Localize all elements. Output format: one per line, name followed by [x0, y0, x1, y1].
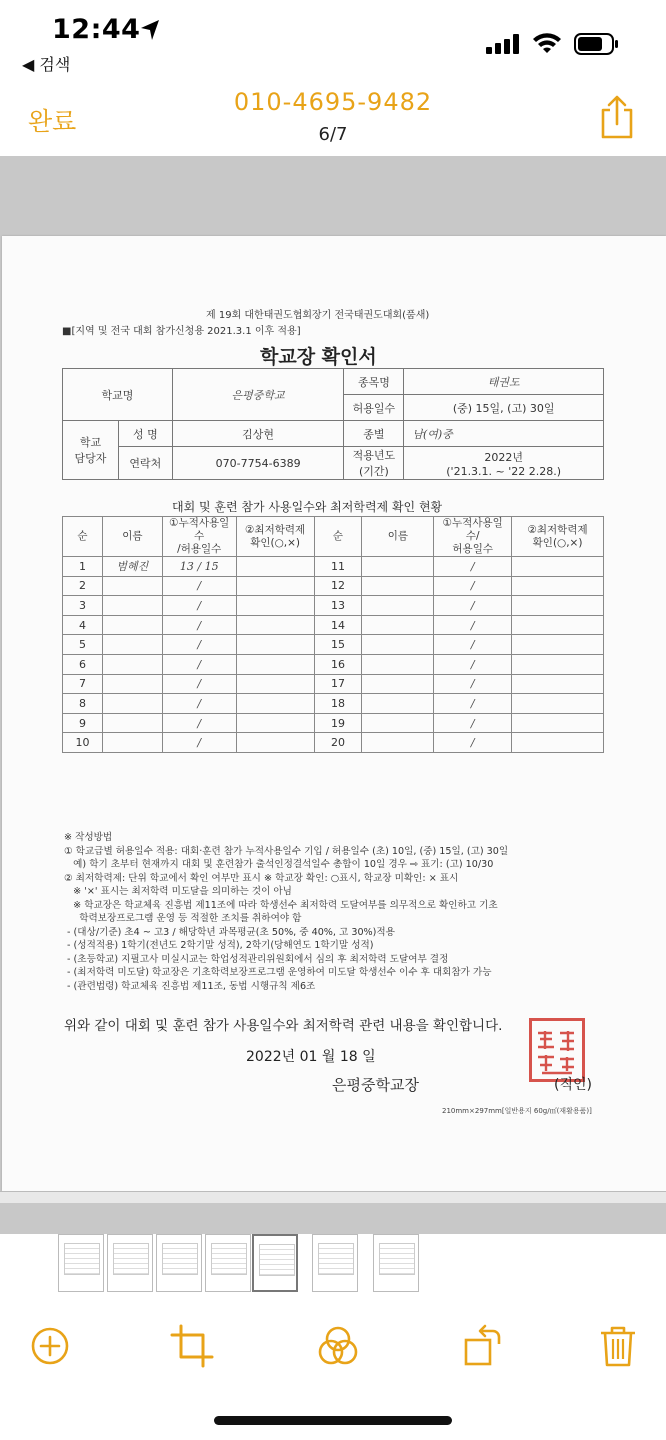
header-min-grade: ②최저학력제 확인(○,×) [236, 517, 314, 557]
row-days-right: / [434, 596, 512, 616]
row-days: / [162, 596, 236, 616]
row-name [102, 733, 162, 753]
row-days-right: / [434, 615, 512, 635]
label-period: 적용년도 (기간) [344, 447, 404, 480]
row-no: 9 [63, 713, 103, 733]
row-name-right [362, 576, 434, 596]
table-row [63, 654, 604, 674]
table-row [63, 713, 604, 733]
row-days: / [162, 694, 236, 714]
row-no-right: 20 [314, 733, 362, 753]
row-name [102, 576, 162, 596]
row-min-grade-right [512, 674, 604, 694]
row-no: 7 [63, 674, 103, 694]
row-name [102, 635, 162, 655]
row-name-right [362, 654, 434, 674]
row-days: / [162, 654, 236, 674]
paper-spec-note: 210mm×297mm[일반용지 60g/㎡(재활용품)] [442, 1107, 592, 1115]
table-row [63, 635, 604, 655]
thumbnail-page-5[interactable] [252, 1234, 298, 1292]
row-no-right: 14 [314, 615, 362, 635]
done-button[interactable]: 완료 [28, 102, 76, 138]
page-thumbnails [0, 1234, 666, 1304]
row-no: 3 [63, 596, 103, 616]
row-no-right: 16 [314, 654, 362, 674]
row-name-right [362, 694, 434, 714]
table-row [63, 576, 604, 596]
label-school-name: 학교명 [63, 369, 173, 421]
signer-title: 은평중학교장 [332, 1076, 419, 1094]
home-indicator[interactable] [214, 1416, 452, 1425]
row-days: / [162, 733, 236, 753]
bottom-toolbar [0, 1304, 666, 1440]
thumbnail-page-2[interactable] [107, 1234, 153, 1292]
row-name [102, 596, 162, 616]
row-name [102, 654, 162, 674]
row-no-right: 15 [314, 635, 362, 655]
rotate-icon[interactable] [458, 1322, 506, 1370]
row-min-grade [236, 557, 314, 577]
value-event: 태권도 [404, 369, 604, 395]
label-contact: 연락처 [118, 447, 172, 480]
row-min-grade [236, 674, 314, 694]
header-days: ①누적사용일수 /허용일수 [162, 517, 236, 557]
label-gender: 종별 [344, 421, 404, 447]
row-name [102, 713, 162, 733]
official-seal-stamp [529, 1018, 585, 1082]
row-min-grade-right [512, 557, 604, 577]
location-arrow-icon [140, 19, 160, 45]
table-row [63, 674, 604, 694]
thumbnail-page-4[interactable] [205, 1234, 251, 1292]
row-min-grade [236, 596, 314, 616]
instruction-line: ※ '×' 표시는 최저학력 미도달을 의미하는 것이 아님 [64, 886, 292, 897]
row-no-right: 13 [314, 596, 362, 616]
status-time: 12:44 [52, 14, 141, 45]
row-days: 13 / 15 [162, 557, 236, 577]
label-manager: 학교 담당자 [63, 421, 119, 480]
records-table [62, 516, 604, 753]
row-name [102, 674, 162, 694]
row-min-grade-right [512, 576, 604, 596]
row-name [102, 694, 162, 714]
scanned-page [2, 236, 666, 1191]
instruction-line: - (대상/기준) 초4 ~ 고3 / 해당학년 과목평균(초 50%, 중 40%, 고 30%)적용 [64, 926, 395, 938]
event-title: 제 19회 대한태권도협회장기 전국태권도대회(품새) [206, 310, 430, 321]
row-no-right: 19 [314, 713, 362, 733]
value-allowed-days: (중) 15일, (고) 30일 [404, 395, 604, 421]
row-no: 8 [63, 694, 103, 714]
row-days: / [162, 713, 236, 733]
row-no: 4 [63, 615, 103, 635]
row-days-right: / [434, 733, 512, 753]
row-name-right [362, 596, 434, 616]
row-days-right: / [434, 654, 512, 674]
row-name-right [362, 635, 434, 655]
table-row [63, 596, 604, 616]
thumbnail-page-3[interactable] [156, 1234, 202, 1292]
form-note: ■[지역 및 전국 대회 참가신청용 2021.3.1 이후 적용] [62, 326, 301, 337]
confirmation-text: 위와 같이 대회 및 훈련 참가 사용일수와 최저학력 관련 내용을 확인합니다. [64, 1018, 503, 1034]
instruction-line: ※ 작성방법 [64, 832, 113, 843]
row-days-right: / [434, 576, 512, 596]
row-min-grade-right [512, 733, 604, 753]
table-row [63, 694, 604, 714]
row-no-right: 18 [314, 694, 362, 714]
next-page-edge [0, 1191, 666, 1203]
header-days-right: ①누적사용일수/ 허용일수 [434, 517, 512, 557]
row-no: 6 [63, 654, 103, 674]
cellular-signal-icon [486, 34, 522, 58]
row-days: / [162, 615, 236, 635]
nav-bar [0, 80, 666, 156]
instruction-line: ① 학교급별 허용일수 적용: 대회·훈련 참가 누적사용일수 기입 / 허용일수 (초) 10일, (중) 15일, (고) 30일 [64, 845, 509, 857]
row-min-grade [236, 733, 314, 753]
wifi-icon [532, 32, 562, 58]
add-icon[interactable] [26, 1322, 74, 1370]
value-period: 2022년 ('21.3.1. ~ '22 2.28.) [404, 447, 604, 480]
header-min-grade-right: ②최저학력제 확인(○,×) [512, 517, 604, 557]
instruction-line: 학력보장프로그램 운영 등 적절한 조치를 취하여야 함 [64, 913, 302, 924]
row-min-grade [236, 635, 314, 655]
row-days-right: / [434, 674, 512, 694]
back-to-app-link[interactable]: ◀ 검색 [22, 55, 71, 74]
label-event: 종목명 [344, 369, 404, 395]
row-no-right: 11 [314, 557, 362, 577]
row-min-grade [236, 576, 314, 596]
document-viewer[interactable] [0, 156, 666, 1234]
header-no: 순 [63, 517, 103, 557]
crop-icon[interactable] [168, 1322, 216, 1370]
value-manager-name: 김상현 [172, 421, 344, 447]
header-name-right: 이름 [362, 517, 434, 557]
value-school-name: 은평중학교 [172, 369, 344, 421]
row-min-grade [236, 615, 314, 635]
row-name-right [362, 733, 434, 753]
status-bar [0, 0, 666, 80]
row-days-right: / [434, 557, 512, 577]
table-row [63, 733, 604, 753]
seal-label: (직인) [554, 1077, 592, 1093]
instruction-line: - (최저학력 미도달) 학교장은 기초학력보장프로그램 운영하여 미도달 학생선수 이수 후 대회참가 가능 [64, 967, 492, 978]
row-name-right [362, 557, 434, 577]
row-min-grade [236, 654, 314, 674]
instruction-line: 예) 학기 초부터 현재까지 대회 및 훈련참가 출석인정결석일수 총합이 10일 경우 ⇨ 표기: (고) 10/30 [64, 859, 494, 870]
battery-icon [574, 33, 620, 59]
header-name: 이름 [102, 517, 162, 557]
row-days: / [162, 576, 236, 596]
row-name-right [362, 615, 434, 635]
document-title: 010-4695-9482 [233, 88, 433, 116]
row-no: 2 [63, 576, 103, 596]
thumbnail-page-6[interactable] [312, 1234, 358, 1292]
value-gender: 남(여)중 [404, 421, 604, 447]
row-name-right [362, 713, 434, 733]
row-no: 5 [63, 635, 103, 655]
row-min-grade-right [512, 713, 604, 733]
row-min-grade-right [512, 694, 604, 714]
row-name [102, 615, 162, 635]
share-icon[interactable] [598, 94, 636, 144]
row-days: / [162, 635, 236, 655]
thumbnail-page-7[interactable] [373, 1234, 419, 1292]
value-contact: 070-7754-6389 [172, 447, 344, 480]
row-min-grade [236, 713, 314, 733]
row-no: 1 [63, 557, 103, 577]
thumbnail-page-1[interactable] [58, 1234, 104, 1292]
filter-icon[interactable] [314, 1322, 362, 1370]
form-heading: 학교장 확인서 [260, 346, 377, 368]
label-allowed-days: 허용일수 [344, 395, 404, 421]
row-name: 범혜진 [102, 557, 162, 577]
table-row [63, 557, 604, 577]
page-counter: 6/7 [318, 124, 348, 145]
instruction-line: - (성적적용) 1학기(전년도 2학기말 성적), 2학기(당해연도 1학기말 성적) [64, 940, 374, 951]
row-days-right: / [434, 635, 512, 655]
row-days-right: / [434, 713, 512, 733]
row-no: 10 [63, 733, 103, 753]
row-days: / [162, 674, 236, 694]
confirmation-date: 2022년 01 월 18 일 [246, 1049, 376, 1065]
instruction-line: ② 최저학력제: 단위 학교에서 확인 여부만 표시 ※ 학교장 확인: ○표시, 학교장 미확인: × 표시 [64, 872, 459, 884]
row-no-right: 17 [314, 674, 362, 694]
row-name-right [362, 674, 434, 694]
row-min-grade-right [512, 635, 604, 655]
row-min-grade-right [512, 654, 604, 674]
row-days-right: / [434, 694, 512, 714]
instructions [64, 831, 624, 993]
instruction-line: ※ 학교장은 학교체육 진흥법 제11조에 따라 학생선수 최저학력 도달여부를 의무적으로 확인하고 기초 [64, 899, 498, 911]
instruction-line: - (관련법령) 학교체육 진흥법 제11조, 동법 시행규칙 제6조 [64, 980, 316, 992]
instruction-line: - (초등학교) 지필고사 미실시교는 학업성적관리위원회에서 심의 후 최저학력 도달여부 결정 [64, 953, 449, 965]
trash-icon[interactable] [594, 1322, 642, 1370]
label-name: 성 명 [118, 421, 172, 447]
row-min-grade-right [512, 596, 604, 616]
school-info-table [62, 368, 604, 480]
row-min-grade [236, 694, 314, 714]
grid-title: 대회 및 훈련 참가 사용일수와 최저학력제 확인 현황 [172, 500, 443, 514]
table-row [63, 615, 604, 635]
row-no-right: 12 [314, 576, 362, 596]
row-min-grade-right [512, 615, 604, 635]
header-no-right: 순 [314, 517, 362, 557]
